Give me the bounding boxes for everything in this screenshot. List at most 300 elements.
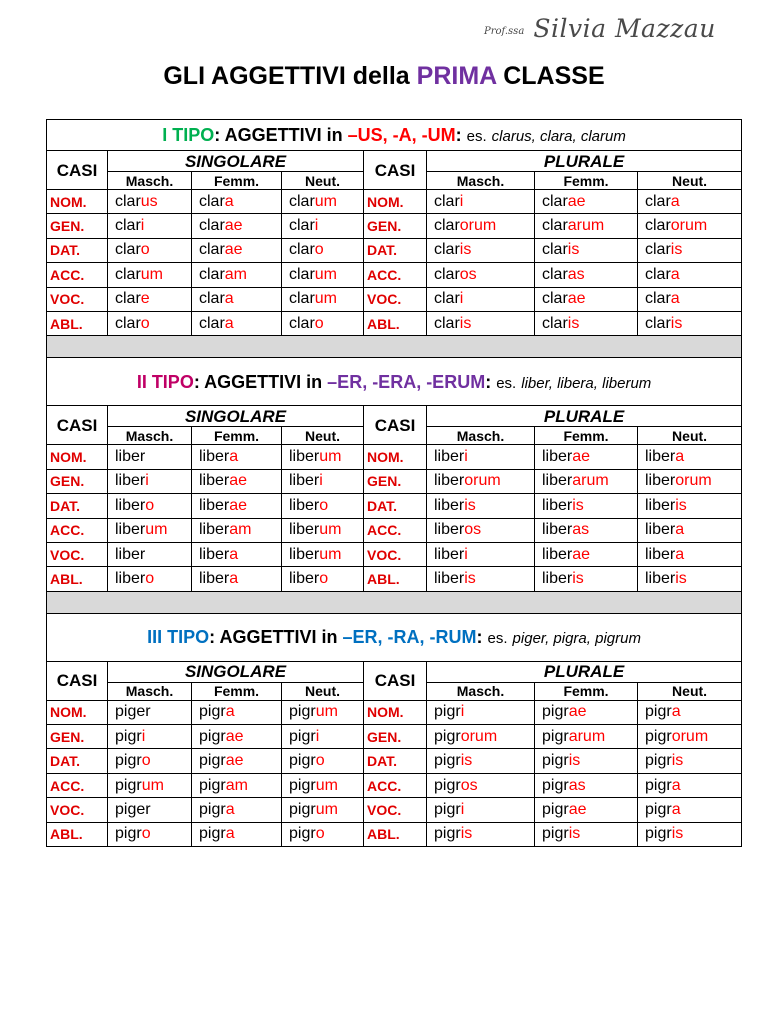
declined-form [192,445,282,469]
word-ending: is [671,825,684,843]
word-ending: e [140,290,150,308]
word-stem: pigr [542,776,569,794]
case-label: ABL. [364,822,427,846]
word-ending: ae [567,290,586,308]
case-label: VOC. [364,287,427,311]
word-ending: is [460,825,473,843]
casi-header: CASI [364,661,427,700]
word-ending: a [225,703,235,721]
gender-header: Masch. [108,172,192,190]
declined-form [282,214,364,238]
section-heading: AGGETTIVI in [215,627,343,648]
declined-form [192,567,282,591]
declined-form [282,798,364,822]
case-label: DAT. [47,494,108,518]
word-ending: ae [229,472,248,490]
word-ending: is [670,314,683,332]
word-ending: as [572,521,590,539]
separator-row [47,591,742,613]
word-stem: liber [289,472,320,490]
declined-form [108,287,192,311]
word-ending: is [572,569,584,587]
declined-form [108,542,192,566]
word-stem: clar [434,290,460,308]
word-ending: a [224,290,234,308]
word-stem: liber [434,496,465,514]
case-label: ABL. [47,311,108,335]
case-row [47,798,742,822]
word-stem: clar [645,314,671,332]
word-stem: pigr [645,703,672,721]
declined-form [535,263,638,287]
declined-form [282,822,364,846]
word-stem: pigr [289,825,316,843]
gender-header: Femm. [192,682,282,700]
case-label: NOM. [364,700,427,724]
gender-header: Femm. [192,427,282,445]
declined-form [427,469,535,493]
declined-form [638,494,742,518]
word-stem: pigr [289,800,316,818]
case-label: VOC. [364,542,427,566]
declined-form [427,494,535,518]
declined-form [427,311,535,335]
word-stem: liber [645,545,676,563]
declined-form [108,725,192,749]
word-stem: pigr [434,800,461,818]
word-ending: os [459,265,477,283]
word-ending: is [675,569,687,587]
word-ending: ae [572,448,591,466]
word-stem: liber [542,569,573,587]
word-stem: piger [115,800,151,818]
declined-form [638,518,742,542]
case-row [47,542,742,566]
declined-form [535,700,638,724]
word-stem: liber [434,448,465,466]
word-stem: liber [199,521,230,539]
declined-form [535,190,638,214]
section-title-row [47,120,742,151]
example-words: clarus, clara, clarum [491,128,626,145]
page-title-start: GLI AGGETTIVI della [163,62,410,90]
word-ending: i [145,472,149,490]
case-row [47,445,742,469]
word-stem: liber [645,496,676,514]
word-stem: pigr [199,752,226,770]
declined-form [535,773,638,797]
word-ending: is [459,314,472,332]
word-stem: liber [645,569,676,587]
case-label: VOC. [47,542,108,566]
word-stem: pigr [542,752,569,770]
singolare-header: SINGOLARE [108,151,364,172]
declined-form [638,567,742,591]
word-stem: liber [289,496,320,514]
declined-form [192,773,282,797]
word-ending: ae [572,545,591,563]
declined-form [282,311,364,335]
word-ending: a [675,545,685,563]
declined-form [535,214,638,238]
section-heading: AGGETTIVI in [220,125,348,145]
example-label: es. [496,374,517,392]
case-label: GEN. [364,469,427,493]
word-ending: i [319,472,323,490]
word-ending: arum [567,217,605,235]
case-label: GEN. [364,725,427,749]
declined-form [192,190,282,214]
declined-form [282,542,364,566]
declined-form [427,725,535,749]
word-stem: liber [199,448,230,466]
declined-form [638,190,742,214]
declined-form [192,469,282,493]
section-colon: : [193,371,200,392]
word-stem: clar [434,314,460,332]
word-ending: um [314,192,338,210]
gender-header: Femm. [192,172,282,190]
word-stem: clar [645,192,671,210]
word-ending: is [671,752,684,770]
word-ending: is [572,496,584,514]
declined-form [535,469,638,493]
word-ending: um [140,265,164,283]
word-ending: um [314,290,338,308]
page-title-highlight: PRIMA [416,62,497,90]
declined-form [282,494,364,518]
declined-form [108,567,192,591]
word-stem: pigr [289,703,316,721]
section-endings: –ER, -ERA, -ERUM [327,371,486,392]
word-stem: clar [289,192,315,210]
case-row [47,773,742,797]
declined-form [282,518,364,542]
case-label: DAT. [364,749,427,773]
section-heading: AGGETTIVI in [199,371,328,392]
word-ending: arum [572,472,609,490]
word-ending: i [460,800,465,818]
declined-form [535,725,638,749]
case-label: DAT. [47,238,108,262]
declined-form [535,287,638,311]
declined-form [638,445,742,469]
word-ending: is [464,496,476,514]
gender-header: Femm. [535,682,638,700]
word-stem: liber [434,521,465,539]
word-stem: liber [115,472,146,490]
word-ending: a [675,521,685,539]
declined-form [535,822,638,846]
declined-form [282,469,364,493]
word-ending: i [314,217,319,235]
declined-form [638,287,742,311]
case-row [47,822,742,846]
word-stem: clar [289,241,315,259]
number-header-row [47,406,742,427]
case-row [47,700,742,724]
word-stem: liber [199,545,230,563]
case-label: VOC. [47,287,108,311]
word-ending: um [319,448,342,466]
word-stem: liber [199,496,230,514]
word-ending: o [141,752,151,770]
case-label: ACC. [47,518,108,542]
word-stem: pigr [645,776,672,794]
word-stem: clar [645,290,671,308]
example-label: es. [466,128,487,145]
casi-header: CASI [47,151,108,190]
declined-form [108,238,192,262]
word-stem: pigr [115,825,142,843]
case-label: ABL. [364,567,427,591]
declined-form [535,311,638,335]
word-ending: ae [225,727,244,745]
declined-form [427,518,535,542]
word-ending: um [315,703,338,721]
declined-form [192,749,282,773]
declined-form [638,749,742,773]
word-stem: pigr [199,825,226,843]
word-ending: um [314,265,338,283]
declined-form [282,749,364,773]
word-ending: a [225,800,235,818]
section-title-row [47,358,742,406]
declined-form [282,567,364,591]
case-row [47,263,742,287]
word-stem: clar [199,217,225,235]
word-ending: am [225,776,248,794]
declined-form [192,263,282,287]
case-row [47,238,742,262]
word-stem: clar [289,217,315,235]
declined-form [192,238,282,262]
case-label: DAT. [364,494,427,518]
declined-form [282,190,364,214]
word-ending: ae [229,496,248,514]
word-ending: as [567,265,585,283]
declined-form [108,263,192,287]
declined-form [535,445,638,469]
case-label: GEN. [47,214,108,238]
word-ending: orum [459,217,497,235]
separator-bar [47,336,742,358]
declined-form [638,311,742,335]
signature-name: Silvia Mazzau [533,14,716,43]
declined-form [638,263,742,287]
case-label: GEN. [47,725,108,749]
number-header-row [47,151,742,172]
case-row [47,749,742,773]
word-stem: liber [115,448,146,466]
word-stem: pigr [645,727,672,745]
word-stem: liber [199,569,230,587]
declined-form [638,700,742,724]
case-label: ACC. [47,263,108,287]
word-stem: clar [289,265,315,283]
word-stem: clar [199,314,225,332]
case-label: VOC. [364,798,427,822]
word-stem: clar [542,217,568,235]
word-stem: liber [289,569,320,587]
declined-form [427,445,535,469]
word-ending: a [224,192,234,210]
singolare-header: SINGOLARE [108,661,364,682]
section-tipo: III TIPO [147,627,210,648]
declined-form [108,749,192,773]
word-ending: o [145,569,155,587]
case-label: ACC. [364,263,427,287]
word-ending: o [314,241,324,259]
word-stem: pigr [115,727,142,745]
word-ending: is [567,314,580,332]
word-stem: pigr [199,776,226,794]
word-ending: a [225,825,235,843]
word-stem: clar [199,192,225,210]
word-ending: ae [568,800,587,818]
declined-form [282,725,364,749]
word-stem: clar [115,265,141,283]
word-stem: pigr [434,703,461,721]
word-ending: i [460,703,465,721]
word-ending: o [140,241,150,259]
declined-form [108,494,192,518]
declined-form [427,822,535,846]
declined-form [427,567,535,591]
word-stem: pigr [289,752,316,770]
word-ending: orum [671,727,709,745]
word-stem: liber [542,496,573,514]
word-stem: pigr [115,776,142,794]
word-ending: a [229,448,239,466]
case-row [47,469,742,493]
word-stem: clar [289,314,315,332]
case-label: ACC. [364,773,427,797]
word-ending: is [568,752,581,770]
word-stem: pigr [434,776,461,794]
declined-form [535,749,638,773]
declined-form [192,311,282,335]
word-stem: clar [115,314,141,332]
case-row [47,567,742,591]
word-stem: liber [115,521,146,539]
word-ending: a [671,800,681,818]
case-label: ABL. [364,311,427,335]
word-stem: clar [115,290,141,308]
declined-form [638,798,742,822]
declined-form [108,798,192,822]
word-stem: liber [542,521,573,539]
case-row [47,214,742,238]
declined-form [535,542,638,566]
declined-form [192,214,282,238]
declined-form [108,214,192,238]
case-label: ACC. [364,518,427,542]
word-stem: clar [542,265,568,283]
section-colon: : [209,627,216,648]
declined-form [108,311,192,335]
declined-form [427,263,535,287]
declined-form [282,238,364,262]
word-ending: a [229,545,239,563]
case-label: ABL. [47,822,108,846]
word-stem: pigr [645,752,672,770]
word-ending: a [224,314,234,332]
word-stem: liber [289,521,320,539]
word-stem: liber [199,472,230,490]
word-stem: clar [434,192,460,210]
declined-form [282,263,364,287]
word-ending: o [141,825,151,843]
section-colon: : [214,125,221,145]
section-title-row [47,613,742,661]
section-title [47,120,742,151]
word-ending: um [319,521,342,539]
word-ending: i [464,448,468,466]
gender-header: Neut. [282,427,364,445]
word-stem: pigr [434,825,461,843]
word-ending: o [314,314,324,332]
gender-header: Masch. [108,427,192,445]
declined-form [192,542,282,566]
casi-header: CASI [364,151,427,190]
word-ending: is [460,752,473,770]
word-stem: pigr [542,703,569,721]
declined-form [427,214,535,238]
word-stem: pigr [645,825,672,843]
word-ending: arum [568,727,606,745]
word-stem: liber [542,448,573,466]
example-label: es. [487,630,508,648]
declined-form [192,518,282,542]
word-ending: is [568,825,581,843]
case-label: ACC. [47,773,108,797]
gender-header: Femm. [535,172,638,190]
declined-form [427,773,535,797]
word-stem: liber [645,448,676,466]
word-ending: ae [567,192,586,210]
word-ending: o [319,569,329,587]
gender-header: Neut. [638,427,742,445]
word-stem: pigr [645,800,672,818]
word-ending: os [464,521,482,539]
word-ending: as [568,776,586,794]
word-ending: is [459,241,472,259]
section-endings: –ER, -RA, -RUM [342,627,477,648]
gender-header: Masch. [427,682,535,700]
declined-form [535,567,638,591]
singolare-header: SINGOLARE [108,406,364,427]
word-ending: o [315,825,325,843]
case-row [47,190,742,214]
word-ending: us [140,192,158,210]
word-stem: liber [115,496,146,514]
declined-form [192,700,282,724]
declined-form [427,238,535,262]
word-stem: liber [645,472,676,490]
word-stem: pigr [115,752,142,770]
word-stem: pigr [289,776,316,794]
declined-form [282,700,364,724]
word-ending: um [315,800,338,818]
case-label: GEN. [364,214,427,238]
word-ending: is [464,569,476,587]
example-words: piger, pigra, pigrum [512,630,641,648]
word-ending: i [459,290,464,308]
word-stem: liber [542,545,573,563]
declined-form [638,773,742,797]
word-stem: liber [289,545,320,563]
